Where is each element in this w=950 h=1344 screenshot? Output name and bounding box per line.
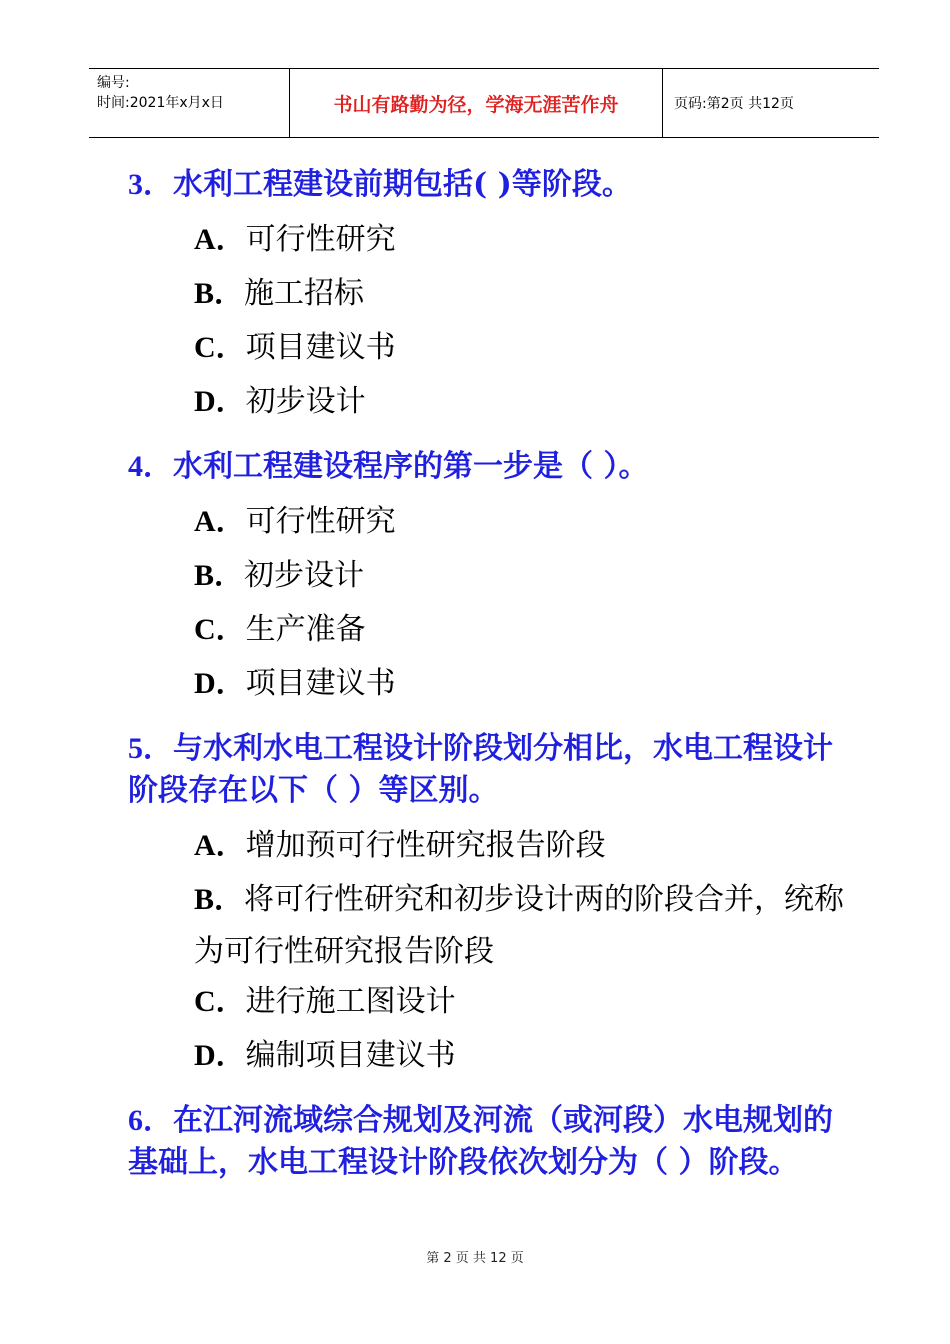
option-letter: C: [194, 613, 216, 646]
option-text: 施工招标: [244, 276, 365, 311]
question-number: 3．: [128, 168, 173, 201]
option-text: 进行施工图设计: [245, 984, 456, 1019]
option-text: 项目建议书: [245, 330, 396, 365]
question-number: 4．: [128, 450, 173, 483]
option-item: D．项目建议书: [194, 666, 396, 701]
option-item: B．将可行性研究和初步设计两的阶段合并，统称为可行性研究报告阶段: [194, 882, 845, 969]
option-letter: D: [194, 1039, 216, 1072]
question-number: 5．: [128, 732, 173, 765]
option-letter: A: [194, 223, 216, 256]
option-text: 增加预可行性研究报告阶段: [245, 828, 606, 863]
option-text: 可行性研究: [245, 504, 396, 539]
question-text: 水利工程建设程序的第一步是（ ）。: [173, 449, 649, 484]
option-item: D．编制项目建议书: [194, 1038, 456, 1073]
question-5: [128, 728, 848, 812]
header-meta-cell: [89, 69, 290, 137]
option-item: D．初步设计: [194, 384, 366, 419]
option-item: C．生产准备: [194, 612, 366, 647]
option-item: A．增加预可行性研究报告阶段: [194, 828, 606, 863]
option-letter: C: [194, 985, 216, 1018]
serial-label: 编号:: [97, 75, 130, 91]
option-text: 初步设计: [244, 558, 365, 593]
question-4: [128, 446, 848, 488]
option-letter: D: [194, 667, 216, 700]
option-item: B．施工招标: [194, 276, 365, 311]
option-item: C．项目建议书: [194, 330, 396, 365]
option-text: 将可行性研究和初步设计两的阶段合并，统称为可行性研究报告阶段: [194, 882, 845, 969]
option-letter: D: [194, 385, 216, 418]
question-text: 与水利水电工程设计阶段划分相比，水电工程设计阶段存在以下（ ）等区别。: [128, 731, 833, 808]
question-text: 水利工程建设前期包括( )等阶段。: [173, 167, 632, 202]
option-letter: B: [194, 559, 215, 592]
motto: 书山有路勤为径，学海无涯苦作舟: [290, 69, 663, 137]
option-letter: A: [194, 505, 216, 538]
option-letter: C: [194, 331, 216, 364]
question-6: [128, 1100, 848, 1184]
time-label: 时间:2021年x月x日: [97, 95, 224, 111]
question-text: 在江河流域综合规划及河流（或河段）水电规划的基础上，水电工程设计阶段依次划分为（ ）阶段。: [128, 1103, 833, 1180]
option-letter: A: [194, 829, 216, 862]
option-item: A．可行性研究: [194, 504, 396, 539]
page-header: [89, 68, 879, 138]
question-3: [128, 164, 848, 206]
page-label: 页码:第2页 共12页: [674, 96, 794, 112]
option-letter: B: [194, 883, 215, 916]
option-text: 可行性研究: [245, 222, 396, 257]
option-text: 项目建议书: [245, 666, 396, 701]
option-item: A．可行性研究: [194, 222, 396, 257]
option-text: 初步设计: [245, 384, 366, 419]
option-letter: B: [194, 277, 215, 310]
question-number: 6．: [128, 1104, 173, 1137]
option-text: 生产准备: [245, 612, 366, 647]
option-item: C．进行施工图设计: [194, 984, 456, 1019]
option-item: B．初步设计: [194, 558, 365, 593]
page-footer: 第 2 页 共 12 页: [426, 1251, 524, 1266]
option-text: 编制项目建议书: [245, 1038, 456, 1073]
